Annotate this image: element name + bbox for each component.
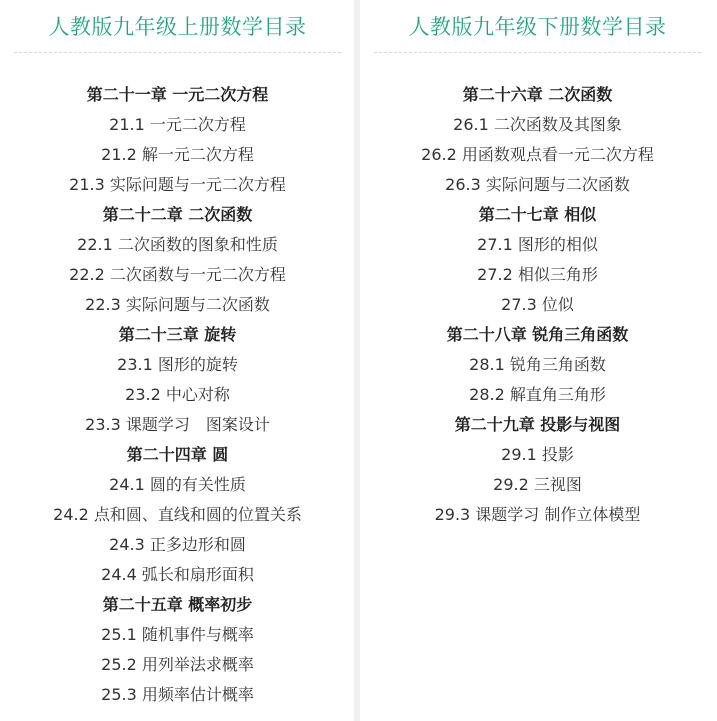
section-item: 24.4 弧长和扇形面积 (101, 565, 254, 584)
section-item: 26.2 用函数观点看一元二次方程 (421, 145, 654, 164)
section-item: 28.1 锐角三角函数 (469, 355, 606, 374)
chapter-heading: 第二十七章 相似 (478, 205, 597, 224)
volume-1-entries (6, 80, 349, 710)
section-item: 25.3 用频率估计概率 (101, 685, 254, 704)
volume-1-column (6, 0, 349, 721)
section-item: 22.3 实际问题与二次函数 (85, 295, 270, 314)
section-item: 27.3 位似 (501, 295, 574, 314)
section-item: 23.2 中心对称 (125, 385, 230, 404)
chapter-heading: 第二十五章 概率初步 (102, 595, 253, 614)
section-item: 29.1 投影 (501, 445, 574, 464)
section-item: 21.2 解一元二次方程 (101, 145, 254, 164)
section-item: 21.3 实际问题与一元二次方程 (69, 175, 286, 194)
section-item: 26.3 实际问题与二次函数 (445, 175, 630, 194)
section-item: 27.1 图形的相似 (477, 235, 598, 254)
section-item: 24.3 正多边形和圆 (109, 535, 246, 554)
chapter-heading: 第二十六章 二次函数 (462, 85, 613, 104)
volume-2-entries (366, 80, 709, 530)
chapter-heading: 第二十九章 投影与视图 (454, 415, 621, 434)
column-divider (354, 0, 360, 721)
volume-2-column (366, 0, 709, 721)
section-item: 21.1 一元二次方程 (109, 115, 246, 134)
section-item: 25.1 随机事件与概率 (101, 625, 254, 644)
section-item: 29.3 课题学习 制作立体模型 (434, 505, 641, 524)
chapter-heading: 第二十一章 一元二次方程 (86, 85, 269, 104)
volume-2-title: 人教版九年级下册数学目录 (374, 0, 701, 53)
section-item: 22.1 二次函数的图象和性质 (77, 235, 278, 254)
chapter-heading: 第二十三章 旋转 (118, 325, 237, 344)
volume-1-title: 人教版九年级上册数学目录 (14, 0, 341, 53)
chapter-heading: 第二十八章 锐角三角函数 (446, 325, 629, 344)
section-item: 22.2 二次函数与一元二次方程 (69, 265, 286, 284)
section-item: 28.2 解直角三角形 (469, 385, 606, 404)
section-item: 26.1 二次函数及其图象 (453, 115, 622, 134)
section-item: 24.1 圆的有关性质 (109, 475, 246, 494)
section-item: 25.2 用列举法求概率 (101, 655, 254, 674)
chapter-heading: 第二十四章 圆 (126, 445, 229, 464)
chapter-heading: 第二十二章 二次函数 (102, 205, 253, 224)
section-item: 29.2 三视图 (493, 475, 582, 494)
section-item: 23.3 课题学习 图案设计 (85, 415, 270, 434)
section-item: 27.2 相似三角形 (477, 265, 598, 284)
section-item: 24.2 点和圆、直线和圆的位置关系 (53, 505, 302, 524)
section-item: 23.1 图形的旋转 (117, 355, 238, 374)
